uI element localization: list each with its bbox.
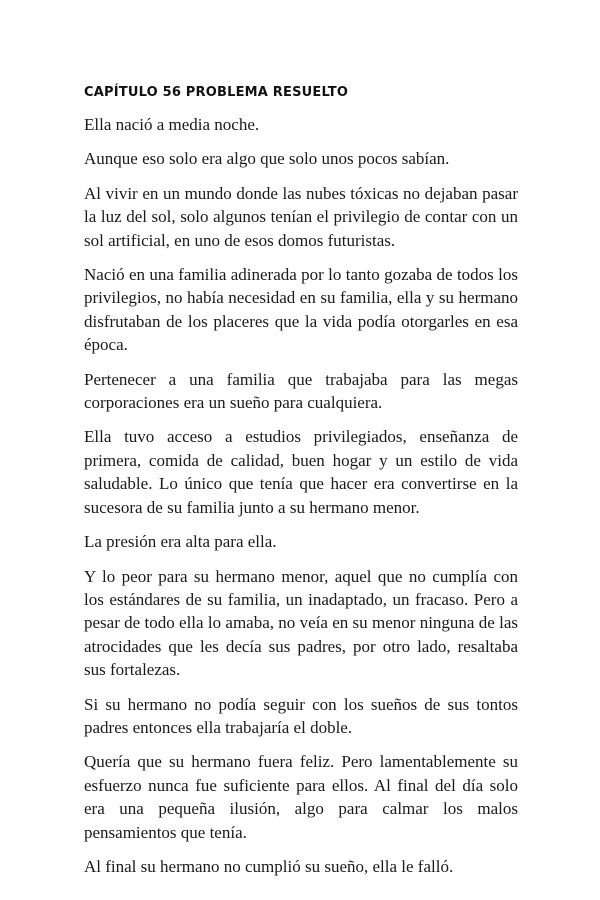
paragraph: Ella tuvo acceso a estudios privilegiados, enseñanza de primera, comida de calidad, buen hogar y un estilo de vida saludable. Lo único que tenía que hacer era convertirse en la sucesora de su familia junto a su hermano menor. (84, 427, 518, 517)
paragraph: La presión era alta para ella. (84, 532, 277, 552)
paragraph: Si su hermano no podía seguir con los sueños de sus tontos padres entonces ella trabajaría el doble. (84, 694, 518, 737)
paragraph: Ella nació a media noche. (84, 115, 260, 134)
chapter-title: CAPÍTULO 56 PROBLEMA RESUELTO (84, 85, 349, 100)
paragraph: Al vivir en un mundo donde las nubes tóxicas no dejaban pasar la luz del sol, solo algunos tenían el privilegio de contar con un sol artificial, en uno de esos domos futuristas. (84, 183, 518, 250)
paragraph: Pertenecer a una familia que trabajaba para las megas corporaciones era un sueño para cualquiera. (84, 369, 518, 413)
paragraph: Nació en una familia adinerada por lo tanto gozaba de todos los privilegios, no había necesidad en su familia, ella y su hermano disfrutaban de los placeres que la vida podía otorgarles en esa época. (84, 265, 518, 355)
paragraph: Y lo peor para su hermano menor, aquel que no cumplía con los estándares de su familia, un inadaptado, un fracaso. Pero a pesar de todo ella lo amaba, no veía en su menor ninguna de las atrocidades que les decía sus padres, por otro lado, resaltaba sus fortalezas. (84, 566, 518, 680)
paragraph: Al final su hermano no cumplió su sueño, ella le falló. (84, 856, 454, 876)
document-page (84, 82, 518, 889)
paragraph: Quería que su hermano fuera feliz. Pero lamentablemente su esfuerzo nunca fue suficiente para ellos. Al final del día solo era una pequeña ilusión, algo para calmar los malos pensamientos que tenía. (84, 752, 518, 842)
paragraph: Aunque eso solo era algo que solo unos pocos sabían. (84, 149, 450, 169)
